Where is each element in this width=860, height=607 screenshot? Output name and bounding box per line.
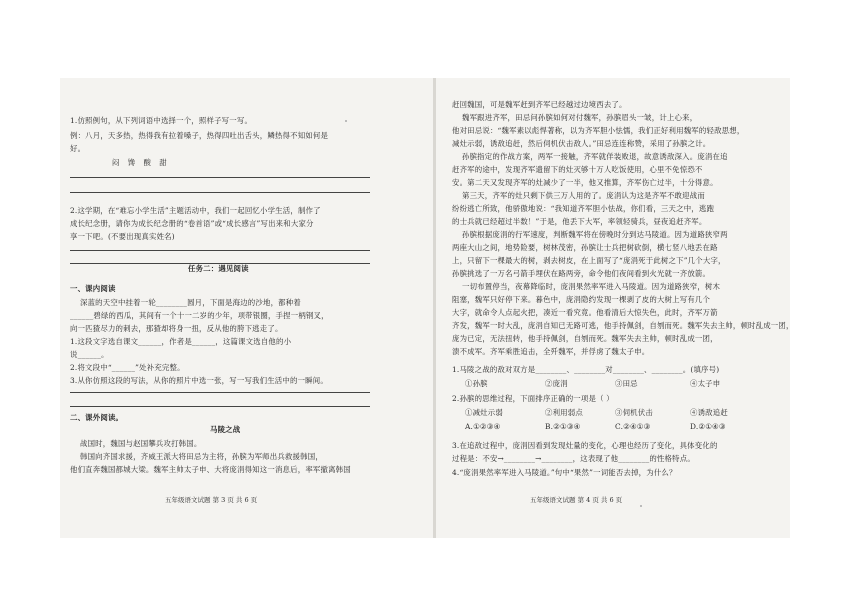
passage-line: 赶回魏国，可是魏军赶到齐军已经越过边境西去了。 bbox=[452, 100, 627, 109]
outer-passage-line3: 他们直奔魏国都城大梁。魏军主帅太子申、大将庞涓得知这一消息后，率军撤离韩国 bbox=[70, 465, 351, 474]
passage-line: 第三天，齐军的灶只剩下供三万人用的了。庞涓认为这是齐军不敢迎战而 bbox=[462, 191, 705, 200]
q2-option: ②利用弱点 bbox=[545, 408, 583, 417]
passage-line: 的士兵就已经超过半数！”于是，他丢下大军，率领轻骑兵，昼夜追赶齐军。 bbox=[452, 217, 707, 226]
passage-title: 马陵之战 bbox=[210, 425, 241, 434]
q1-prompt: 1.仿照例句，从下列词语中选择一个，照样子写一写。 bbox=[70, 116, 253, 125]
scan-speck bbox=[345, 120, 347, 122]
inner-q1-cont: 说______。 bbox=[70, 350, 109, 359]
right-q4: 4.“庞涓果然率军进入马陵道。”句中“果然”一词能否去掉，为什么？ bbox=[452, 468, 677, 477]
q2-answer: A.①②③④ bbox=[465, 422, 501, 431]
q2-line3: 享一下吧。(不要出现真实姓名) bbox=[70, 232, 175, 241]
inner-q1: 1.这段文字选自课文______，作者是______，这篇课文选自他的小 bbox=[70, 337, 292, 346]
passage-line: 两座大山之间，地势险要，树林茂密，孙膑让士兵把树砍倒，横七竖八地丢在路 bbox=[452, 243, 718, 252]
answer-line bbox=[70, 192, 370, 193]
passage-line: 减灶示弱，诱敌追赶，然后伺机伏击敌人。”田忌连连称赞，采用了孙膑之计。 bbox=[452, 139, 711, 148]
q2-answer: D.②①④③ bbox=[690, 422, 726, 431]
inner-q2: 2.将文段中“______”处补充完整。 bbox=[70, 363, 185, 372]
page-footer: 五年级语文试题 第 4 页 共 6 页 bbox=[530, 496, 623, 504]
right-q3-cont: 过程是：不安→________→________，这表现了他________的性格特点。 bbox=[452, 454, 695, 463]
q1-example-line1: 例：八月，天多热，热得我有拉着嗓子，热得四吐出舌头，鳞热得不知如何是 bbox=[70, 131, 329, 140]
passage-line: 纷纷逃亡所致，他骄傲地说：“我知道齐军胆小怯战，你们看，三天之中，逃跑 bbox=[452, 204, 715, 213]
passage-line: 大字，就命令人点起火把，凑近一看究竟。他看清后大惊失色，此时，齐军万箭 bbox=[452, 308, 718, 317]
inner-passage-line1: 深蓝的天空中挂着一轮________圆月，下面是海边的沙地，都种着 bbox=[80, 298, 301, 307]
page-footer: 五年级语文试题 第 3 页 共 6 页 bbox=[165, 496, 258, 504]
q2-option: ④诱敌追赶 bbox=[690, 408, 728, 417]
task-two-title: 任务二：遇见阅读 bbox=[188, 264, 249, 273]
q1-option: ①孙膑 bbox=[465, 379, 488, 388]
inner-q3: 3.从你仿照这段的写法，从你的照片中选一张，写一写我们生活中的一瞬间。 bbox=[70, 376, 328, 385]
answer-line bbox=[70, 250, 370, 251]
outer-passage-line2: 韩国向齐国求援，齐威王派大将田忌为主将，孙膑为军师出兵救援韩国， bbox=[80, 452, 323, 461]
q2-line2: 成长纪念册，请你为成长纪念册的“卷首语”或“成长感言”写出来和大家分 bbox=[70, 219, 314, 228]
q1-example-line2: 好。 bbox=[70, 144, 86, 153]
answer-line bbox=[70, 177, 370, 178]
right-q2: 2.孙膑的思维过程，下面排序正确的一项是（ ） bbox=[452, 394, 614, 403]
inner-passage-line3: 向一匹猹尽力的刺去，那猹却将身一扭，反从他的胯下逃走了。 bbox=[70, 324, 283, 333]
passage-line: 魏军跟进齐军，田忌问孙膑如何对付魏军，孙膑眉头一皱，计上心来， bbox=[462, 113, 698, 122]
outer-passage-line1: 战国时，魏国与赵国攀兵攻打韩国。 bbox=[80, 439, 202, 448]
passage-line: 孙膑挑选了一万名弓箭手埋伏在路两旁，命令他们夜间看到火光就一齐放箭。 bbox=[452, 269, 711, 278]
passage-line: 赶齐军的途中，发现齐军遗留下的灶灭够十万人吃饭使用，心里不免惊恐不 bbox=[452, 165, 703, 174]
q2-answer: B.②①③④ bbox=[545, 422, 581, 431]
q2-answer: C.②④①③ bbox=[615, 422, 651, 431]
answer-line bbox=[70, 392, 370, 393]
passage-line: 一切布置停当，夜幕降临时，庞涓果然率军进入马陵道。因为道路狭窄，树木 bbox=[462, 282, 721, 291]
q2-option: ①减灶示弱 bbox=[465, 408, 503, 417]
inner-passage-line2: ______碧绿的西瓜，其间有一个十一二岁的少年，项带银圈，手捏一柄钢叉， bbox=[70, 311, 329, 320]
passage-line: 孙膑根据庞涓的行军速度，判断魏军将在傍晚时分到达马陵道。因为道路狭窄两 bbox=[462, 230, 728, 239]
passage-line: 庞为已定，无法扭转，他手持佩剑，自刎而死。魏军失去主帅，顿时乱成一团， bbox=[452, 334, 718, 343]
passage-line: 他对田忌说：“魏军素以彪悍著称，以为齐军胆小怯懦，我们正好利用魏军的轻敌思想， bbox=[452, 126, 745, 135]
q2-option: ③伺机伏击 bbox=[615, 408, 653, 417]
passage-line: 上，只留下一棵最大的树，剥去树皮，在上面写了“庞涓死于此树之下”几个大字， bbox=[452, 256, 726, 265]
inner-reading-heading: 一、课内阅读 bbox=[70, 284, 116, 293]
outer-reading-heading: 二、课外阅读。 bbox=[70, 413, 124, 422]
scan-speck bbox=[640, 505, 642, 507]
passage-line: 阻塞，魏军只好停下来。暮色中，庞涓隐约发现一棵剥了皮的大树上写有几个 bbox=[452, 295, 711, 304]
passage-line: 齐发，魏军一时大乱，庞涓自知已无路可逃，他手持佩剑，自刎而死。魏军失去主帅，顿时乱成一团， bbox=[452, 321, 794, 330]
q1-option: ③田忌 bbox=[615, 379, 638, 388]
q1-option: ④太子申 bbox=[690, 379, 721, 388]
passage-line: 安。第二天又发现齐军的灶减少了一半，他又推算，齐军伤亡过半，十分得意。 bbox=[452, 178, 718, 187]
q2-line1: 2.这学期，在“难忘小学生活”主题活动中，我们一起回忆小学生活，制作了 bbox=[70, 206, 321, 215]
q1-option: ②庞涓 bbox=[545, 379, 568, 388]
page-fold bbox=[433, 78, 436, 538]
answer-line bbox=[70, 406, 370, 407]
right-q1: 1.马陵之战的敌对双方是________、________对________、________。(填序号) bbox=[452, 365, 720, 374]
q1-options: 闷 馋 酸 甜 bbox=[112, 158, 170, 167]
passage-line: 孙膑指定的作战方案，两军一接触，齐军就佯装败退，故意诱敌深入。庞涓在追 bbox=[462, 152, 728, 161]
right-q3: 3.在追敌过程中，庞涓因看到发现灶量的变化，心理也经历了变化，具体变化的 bbox=[452, 441, 718, 450]
passage-line: 溃不成军。齐军乘胜追击，全歼魏军，并俘虏了魏太子申。 bbox=[452, 347, 650, 356]
